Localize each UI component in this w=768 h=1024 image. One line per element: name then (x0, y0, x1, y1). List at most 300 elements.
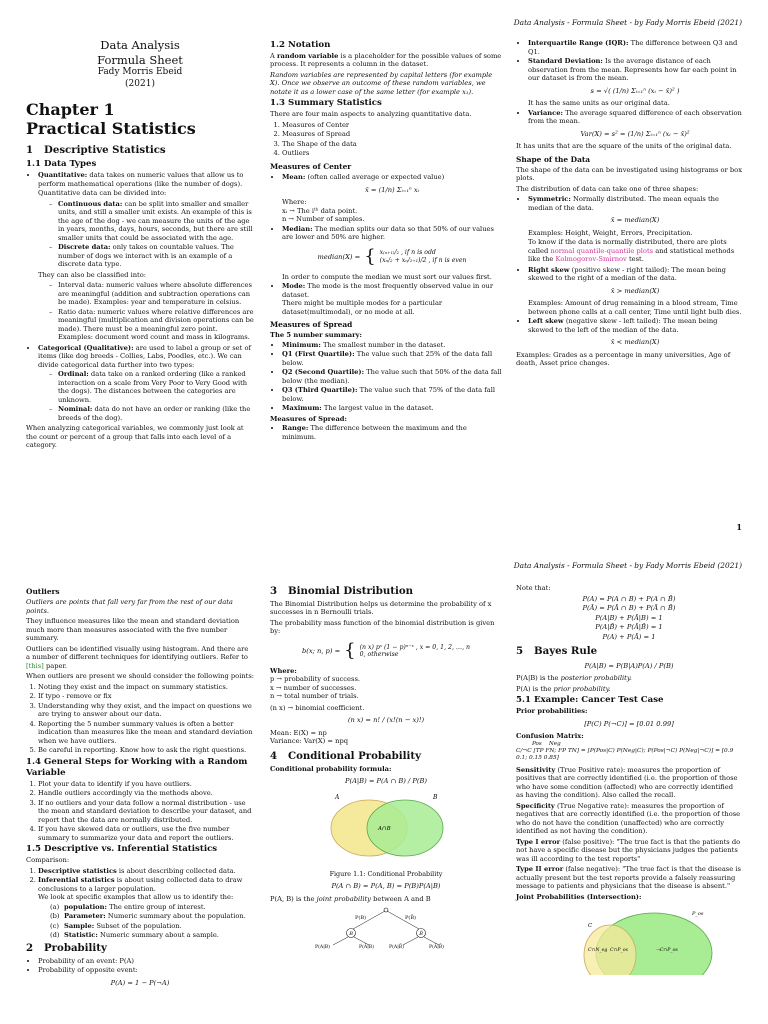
page-number: 1 (736, 522, 742, 532)
term-label: Interquartile Range (IQR): (528, 39, 629, 47)
list-item (58, 405, 254, 422)
section-heading (270, 750, 502, 763)
term-text: The mode is the most frequently observed value in our dataset. (282, 282, 494, 299)
where-label: Where: (282, 198, 307, 207)
paragraph-heading: Prior probabilities: (516, 707, 588, 716)
identity-equation: P(Ā) = P(Ā ∩ B) + P(Ā ∩ B̄) (582, 604, 676, 612)
paragraph-heading: Measures of Spread: (270, 414, 347, 423)
paragraph-heading: Outliers (26, 587, 60, 596)
mean-equation: x̄ = (1/n) Σᵢ₌₁ⁿ xᵢ (364, 185, 420, 194)
list-item (38, 344, 254, 423)
term-label: Nominal: (58, 405, 93, 414)
identity-equation: P(A) = P(A ∩ B) + P(A ∩ B̄) (582, 594, 676, 603)
term-text: only takes on countable values. The number of dogs we interact with is an example of a discrete data type. (58, 243, 234, 269)
term-text: (negative skew - left tailed): The mean being skewed to the left of the median of the data. (528, 317, 718, 334)
venn-label-notc-pos: ¬C∩P_os (656, 948, 678, 954)
prior-eq-right: = [0.01 0.99] (628, 719, 674, 728)
subsection-heading (270, 98, 502, 109)
term-label: Type I error (516, 837, 561, 846)
sub-list (38, 200, 254, 269)
term-text: The smallest number in the dataset. (322, 340, 446, 349)
section-heading (270, 585, 502, 598)
paragraph: It has units that are the square of the units of the original data. (516, 142, 732, 150)
prior-eq-left: [P(C) P(¬C)] (584, 719, 627, 728)
list-item: 4. If you have skewed data or outliers, use the five number summary to summarize your data and report the outliers. (38, 825, 254, 842)
term-text: posterior probability. (560, 674, 632, 683)
term-text: Is the average distance of each observation from the mean. Represents how far each point in our dataset is from the mean. (528, 57, 737, 82)
list-item: 3. The Shape of the data (282, 140, 502, 149)
paragraph-heading: Joint Probabilities (Intersection): (516, 892, 642, 901)
term-text: The value such that 50% of the data fall below (the median). (282, 368, 502, 385)
subsection-heading (26, 159, 254, 170)
list-item (38, 876, 254, 940)
paragraph: Outliers are points that fall very far from the rest of our data points. (26, 598, 233, 615)
paragraph: The Binomial Distribution helps us determine the probability of x successes in n Bernoulli trials. (270, 599, 492, 617)
page2-column-3 (516, 583, 742, 982)
text: To know if the data is normally distributed, there are plots called (528, 238, 727, 255)
list-item: 1. Plot your data to identify if you have outliers. (38, 780, 254, 789)
term-text: (often called average or expected value) (307, 173, 445, 182)
list-item (58, 370, 254, 404)
identity-equation: P(A|B̄) + P(Ā|B̄) = 1 (595, 623, 663, 631)
paragraph (270, 52, 502, 69)
section-heading (516, 645, 742, 658)
term-text: data do not have an order or ranking (like the breeds of the dog). (58, 405, 251, 422)
confusion-header (516, 741, 742, 748)
paragraph-heading: Measures of Center (270, 161, 352, 171)
median-case-even: (xₙ/₂ + xₙ/₂₊₁)/2 , if n is even (379, 257, 467, 265)
paragraph: Note that: (516, 584, 551, 592)
subsection-number: 1.4 (26, 756, 41, 767)
list-item (38, 867, 254, 876)
conditional-equation: P(A|B) = P(A ∩ B) / P(B) (344, 777, 428, 786)
list-item (282, 282, 502, 316)
sub-list (38, 370, 254, 422)
item-label: (c) (50, 921, 59, 930)
section-title: Descriptive Statistics (44, 144, 166, 157)
venn-label-a: A (335, 793, 340, 801)
where-item: x → number of successes. (270, 683, 357, 692)
venn-label-c: C (588, 923, 593, 930)
term-text: (True Positive rate): measures the proportion of positives that are correctly identified (i.e. the proportion of those who have some condition (affected) who are correctly identified as having the condition). Also called the recall. (516, 765, 738, 800)
paragraph (26, 645, 254, 671)
term-text: The difference between the maximum and the minimum. (282, 424, 467, 441)
term-text: The average squared difference of each observation from the mean. (528, 108, 742, 125)
left-skew-equation: x̄ < median(X) (610, 338, 660, 347)
term-label: Q1 (First Quartile): (282, 350, 355, 359)
list-item (528, 39, 742, 56)
binomial-eq-label: b(x; n, p) = (301, 647, 341, 656)
paragraph (270, 895, 502, 904)
list-item (50, 922, 254, 931)
term-label: Categorical (Qualitative): (38, 343, 134, 352)
term-text: The value such that 75% of the data fall below. (282, 386, 495, 403)
subsection-heading (26, 844, 254, 855)
header-year: (2021) (717, 18, 742, 27)
list-item (528, 109, 742, 139)
subsection-title: Example: Cancer Test Case (534, 695, 664, 706)
venn-label-c-neg: C∩N_eg (588, 948, 608, 954)
paragraph (516, 766, 742, 800)
probability-tree (311, 907, 461, 949)
section-title: Bayes Rule (534, 645, 598, 657)
paragraph: They can also be classified into: (38, 270, 146, 279)
tree-node-b-label: B (349, 931, 353, 938)
term-text: The value such that 25% of the data fall below. (282, 350, 493, 367)
shape-list (516, 195, 742, 347)
paragraph: There are four main aspects to analyzing quantitative data. (270, 110, 472, 119)
list-item: 3. Understanding why they exist, and the impact on questions we are trying to answer about our data. (38, 702, 254, 719)
binomial-equation (270, 640, 502, 663)
section-heading (26, 942, 254, 955)
probability-list (26, 957, 254, 975)
list-item: 2. Measures of Spread (282, 130, 502, 139)
term-text: The entire group of interest. (109, 902, 206, 911)
page-separator (0, 548, 768, 559)
subsection-title: Data Types (44, 159, 97, 170)
paragraph (516, 802, 742, 836)
tree-label-pnb: P(B̄) (405, 915, 416, 922)
paragraph: Comparison: (26, 856, 70, 865)
list-item (282, 368, 502, 385)
paragraph (516, 685, 742, 694)
term-label: Parameter: (64, 912, 106, 921)
list-item: 1. Measures of Center (282, 121, 502, 130)
paragraph: The distribution of data can take one of three shapes: (516, 184, 699, 193)
term-text: data take on a ranked ordering (like a ranked interaction on a scale from Very Poor to Very Good with the dogs). The distances between the categories are unknown. (58, 370, 248, 404)
term-label: Descriptive statistics (38, 866, 117, 875)
paragraph: Examples: Amount of drug remaining in a blood stream, Time between phone calls at a call center, Time until light bulb dies. (528, 299, 742, 316)
bayes-equation: P(A|B) = P(B|A)P(A) / P(B) (584, 661, 674, 670)
paragraph-heading: The 5 number summary: (270, 331, 362, 340)
comparison-list (26, 867, 254, 940)
section-number: 1 (26, 144, 34, 157)
term-text: (True Negative rate): measures the proportion of negatives that are correctly identified (i.e. the proportion of those who do not have the condition (unaffected) who are correctly identified as not having the condition). (516, 801, 741, 836)
paragraph: When outliers are present we should consider the following points: (26, 672, 255, 681)
list-item (282, 386, 502, 403)
term-label: Type II error (516, 865, 564, 874)
section-number: 5 (516, 645, 524, 657)
center-list (270, 173, 502, 316)
paragraph-heading: Conditional probability formula: (270, 764, 392, 773)
paragraph: Quantitative data can be divided into: (38, 189, 167, 198)
where-item: p → probability of success. (270, 675, 361, 684)
binomial-mean: Mean: E(X) = np (270, 728, 327, 737)
chapter-heading (26, 100, 254, 138)
sd-equation: s = √( (1/n) Σᵢ₌₁ⁿ (xᵢ − x̄)² ) (590, 86, 680, 95)
joint-equation: P(A ∩ B) = P(A, B) = P(B)P(A|B) (331, 882, 441, 891)
subsection-title: Notation (288, 40, 331, 50)
list-item (58, 243, 254, 269)
confusion-row: C (516, 747, 521, 754)
list-item (58, 200, 254, 243)
list-item (528, 317, 742, 347)
paragraph (516, 865, 742, 891)
text: A (270, 51, 275, 60)
section-title: Probability (44, 941, 107, 954)
term-label: Sensitivity (516, 765, 556, 774)
term-label: Right skew (528, 265, 570, 274)
confusion-col: Neg (548, 740, 561, 747)
joint-venn-diagram (544, 905, 714, 975)
term-label: Statistic: (64, 931, 98, 940)
binomial-case-1: (n x) pˣ (1 − p)ⁿ⁻ˣ , x = 0, 1, 2, …, n (359, 643, 471, 651)
venn-label-b: B (433, 793, 438, 801)
text: P(A) is the (516, 684, 552, 693)
paragraph: Random variables are represented by capital letters (for example X). Once we observe an outcome of these random variables, we notate it as a lower case of the same letter (for example x₁). (270, 70, 493, 96)
venn-label-intersection: A∩B (378, 825, 391, 832)
list-item: 4. Outliers (282, 149, 502, 158)
term-label: Median: (282, 224, 313, 233)
subsection-heading (516, 695, 742, 706)
text: test. (628, 255, 644, 264)
doc-year: (2021) (125, 78, 155, 89)
subsection-title: Descriptive vs. Inferential Statistics (44, 844, 218, 855)
qq-plot-link[interactable]: normal quantile-quantile plots (550, 246, 654, 255)
term-label: random variable (276, 51, 339, 60)
term-label: Ordinal: (58, 370, 89, 379)
running-header (514, 18, 742, 27)
page2-column-2 (270, 583, 502, 956)
list-item (528, 57, 742, 108)
paragraph: There might be multiple modes for a particular dataset(multimodal), or no mode at all. (282, 299, 443, 316)
where-label: Where: (270, 666, 297, 675)
list-item (282, 404, 502, 413)
aspects-list (270, 121, 502, 158)
list-item (50, 931, 254, 940)
general-steps-list (26, 780, 254, 843)
ks-test-link[interactable]: Kolmogorov-Smirnov (555, 255, 627, 264)
list-item: 1. Noting they exist and the impact on summary statistics. (38, 683, 254, 692)
list-item: 4. Reporting the 5 number summary values is often a better indication than measures like the mean and standard deviation when we have outliers. (38, 720, 254, 746)
doc-title-line1: Data Analysis (100, 38, 180, 52)
venn-label-c-pos: C∩P_os (610, 948, 628, 954)
confusion-row: ¬C (522, 747, 532, 754)
figure-caption: Figure 1.1: Conditional Probability (329, 870, 443, 879)
text: paper. (45, 661, 68, 670)
complement-equation: P(A) = 1 − P(¬A) (110, 978, 170, 987)
median-eq-label: median(X) = (317, 252, 361, 261)
where-item: n → Number of samples. (282, 215, 365, 224)
doc-author: Fady Morris Ebeid (97, 67, 183, 78)
term-text: Numeric summary about the population. (107, 912, 246, 921)
text: is a placeholder for the possible values of some process. It represents a column in the dataset. (270, 51, 502, 69)
median-equation (282, 246, 502, 269)
text: between A and B (373, 894, 431, 903)
term-text: (positive skew - right tailed): The mean being skewed to the right of a median of the data. (528, 265, 726, 283)
joint-venn-figure (516, 905, 742, 978)
term-text: The difference between Q3 and Q1. (528, 39, 738, 56)
binomial-variance: Variance: Var(X) = npq (270, 737, 349, 746)
item-label: (d) (50, 931, 60, 940)
venn-diagram (321, 790, 451, 864)
paragraph-heading: Shape of the Data (516, 154, 591, 164)
term-text: are used to label a group or set of items (like dog breeds - Collies, Labs, Poodles, etc.). We can divide categorical data further into two types: (38, 343, 251, 369)
paragraph: The probability mass function of the binomial distribution is given by: (270, 618, 495, 636)
tree-leaf-label: P(Ā|B) (359, 945, 374, 950)
term-label: Mode: (282, 282, 306, 291)
identity-equation: P(A|B) + P(Ā|B) = 1 (595, 613, 663, 622)
subsection-number: 1.1 (26, 159, 41, 170)
term-label: Standard Deviation: (528, 57, 603, 65)
venn-label-pos: P_os (692, 911, 704, 918)
brace-icon: { (344, 639, 356, 661)
where-item: (n x) → binomial coefficient. (270, 703, 365, 712)
list-item (282, 341, 502, 350)
term-text: can be split into smaller and smaller units, and still a smaller unit exists. An example of this is the age of the dog - we can measure the units of the age in years, months, days, hours, seconds, but there are still smaller units that could be associated with the age. (58, 199, 253, 242)
list-item (282, 173, 502, 224)
subsection-title: Summary Statistics (288, 98, 382, 109)
paragraph: Examples: Grades as a percentage in many universities, Age of death, Asset price changes. (516, 350, 731, 368)
page1-column-2 (270, 38, 502, 443)
five-number-list (270, 341, 502, 413)
paragraph: In order to compute the median we must sort our values first. (282, 272, 492, 281)
running-header (514, 561, 742, 570)
term-label: population: (64, 902, 107, 911)
term-label: Inferential statistics (38, 876, 115, 885)
brace-icon: { (364, 245, 376, 267)
subsection-number: 1.3 (270, 98, 285, 109)
where-item: n → total number of trials. (270, 692, 359, 701)
term-text: data takes on numeric values that allow us to perform mathematical operations (like the number of dogs). (38, 171, 244, 188)
paragraph (528, 238, 742, 264)
header-year: (2021) (717, 561, 742, 570)
paragraph: We look at specific examples that allow us to identify the: (38, 893, 234, 902)
spread-list-cont (516, 39, 742, 138)
term-label: Discrete data: (58, 243, 111, 252)
symmetric-equation: x̄ = median(X) (610, 216, 660, 225)
section-heading (26, 144, 254, 157)
term-label: Sample: (64, 921, 95, 930)
header-author: Fady Morris Ebeid (645, 561, 716, 570)
identity-equation: P(A) + P(Ā) = 1 (602, 632, 656, 641)
list-item: 2. If typo - remove or fix (38, 692, 254, 701)
tree-node-nb-label: B̄ (419, 931, 423, 938)
paragraph: The shape of the data can be investigated using histograms or box plots. (516, 165, 742, 183)
list-item: – Interval data: numeric values where absolute differences are meaningful (addition and subtraction operations can be made). Examples: year and temperature in celsius. (58, 281, 254, 307)
doc-title-line2: Formula Sheet (97, 52, 183, 67)
page2-column-1 (26, 583, 254, 991)
subsection-number: 5.1 (516, 695, 531, 706)
page-2 (0, 559, 768, 1024)
term-label: Q3 (Third Quartile): (282, 386, 358, 395)
paragraph-heading: Confusion Matrix: (516, 732, 584, 741)
paragraph: They influence measures like the mean and standard deviation much more than measures associated with the five number summary. (26, 617, 240, 643)
paragraph: When analyzing categorical variables, we commonly just look at the count or percent of a group that falls into each level of a category. (26, 424, 244, 450)
text: Outliers can be identified visually using histogram. And there are a number of different techniques for identifying outliers. Refer to (26, 644, 249, 662)
list-item: – Ratio data: numeric values where relative differences are meaningful (multiplication and division operations can be made). There must be a meaningful zero point. Examples: document word count and mass in kilograms. (58, 308, 254, 342)
term-label: Specificity (516, 801, 555, 810)
outlier-paper-link[interactable]: [this] (26, 661, 44, 670)
spread-list (270, 424, 502, 441)
term-label: Q2 (Second Quartile): (282, 368, 365, 377)
term-label: Range: (282, 424, 309, 433)
list-item (282, 350, 502, 367)
term-text: (false positive): "The true fact is that the patients do not have a specific disease but the physicians judges the patients was ill according to the test reports" (516, 837, 741, 863)
subsection-heading (270, 40, 502, 51)
term-text: Subset of the population. (96, 921, 182, 930)
venn-figure (270, 790, 502, 867)
term-text: Numeric summary about a sample. (99, 931, 219, 940)
term-label: Maximum: (282, 404, 322, 413)
list-item (50, 912, 254, 921)
paragraph-heading: Measures of Spread (270, 320, 353, 330)
list-item: 5. Be careful in reporting. Know how to ask the right questions. (38, 746, 254, 755)
term-text: is about using collected data to draw conclusions to a larger population. (38, 876, 243, 893)
list-item (282, 424, 502, 441)
text: P(A|B) is the (516, 674, 559, 683)
header-prefix: Data Analysis - Formula Sheet - by (513, 561, 644, 570)
section-number: 4 (270, 749, 278, 762)
list-item (528, 266, 742, 317)
binomial-coefficient-equation: (n x) = n! / (x!(n − x)!) (347, 716, 425, 725)
alpha-list (38, 903, 254, 940)
paragraph (516, 838, 742, 864)
term-label: Quantitative: (38, 171, 88, 180)
header-prefix: Data Analysis - Formula Sheet - by (513, 18, 644, 27)
section-number: 2 (26, 941, 34, 954)
item-label: (b) (50, 912, 60, 921)
section-title: Conditional Probability (288, 749, 422, 762)
term-label: Left skew (528, 317, 564, 326)
confusion-matrix: C/¬C [TP FN; FP TN] = [P(Pos|C) P(Neg|C); P(Pos|¬C) P(Neg|¬C)] = [0.9 0.1; 0.15 0.85] (516, 747, 734, 762)
list-item (50, 903, 254, 912)
subsection-number: 1.5 (26, 844, 41, 855)
title-block (26, 38, 254, 90)
variance-equation: Var(X) = s² = (1/n) Σᵢ₌₁ⁿ (xᵢ − x̄)² (580, 129, 690, 138)
median-case-odd: x₍ₙ₊₁₎/₂ , if n is odd (379, 249, 436, 257)
text: P(A, B) is the (270, 894, 315, 903)
list-item (528, 195, 742, 264)
paragraph: Examples: Height, Weight, Errors, Precipitation. (528, 228, 693, 237)
term-label: Symmetric: (528, 195, 571, 204)
tree-leaf-label: P(Ā|B̄) (429, 945, 444, 950)
paragraph (516, 674, 742, 683)
subsection-title: General Steps for Working with a Random Variable (26, 756, 248, 778)
term-label: Mean: (282, 173, 306, 182)
page1-column-3 (516, 38, 742, 370)
text: and statistical methods like the (528, 246, 735, 264)
item-label: (a) (50, 902, 60, 911)
list-item: • Probability of opposite event: (38, 966, 254, 975)
list-item: 2. Handle outliers accordingly via the methods above. (38, 789, 254, 798)
right-skew-equation: x̄ > median(X) (610, 286, 660, 295)
tree-leaf-label: P(A|B) (315, 945, 330, 950)
binomial-case-2: 0, otherwise (359, 651, 399, 659)
sub-list (38, 281, 254, 342)
chapter-number: Chapter 1 (26, 100, 115, 120)
term-label: Variance: (528, 108, 563, 117)
confusion-col: Pos (532, 740, 542, 747)
subsection-heading (26, 757, 254, 779)
term-text: The largest value in the dataset. (323, 404, 434, 413)
term-text: prior probability. (553, 684, 611, 693)
prior-equation (516, 720, 742, 729)
where-item: xᵢ → The iᵗʰ data point. (282, 206, 358, 215)
term-text: is about describing collected data. (118, 866, 236, 875)
confusion-equation: [TP FN; FP TN] = [P(Pos|C) P(Neg|C); P(Pos|¬C) P(Neg|¬C)] = [0.9 0.1; 0.15 0.85] (516, 747, 734, 762)
tree-leaf-label: P(A|B̄) (389, 945, 404, 950)
tree-label-pb: P(B) (355, 915, 366, 922)
term-text: The median splits our data so that 50% of our values are lower and 50% are higher. (282, 224, 494, 242)
term-label: Continuous data: (58, 199, 123, 208)
list-item: • Probability of an event: P(A) (38, 957, 254, 966)
paragraph: It has the same units as our original data. (528, 99, 670, 107)
chapter-title: Practical Statistics (26, 119, 196, 139)
term-text: (false negative): "The true fact is that the disease is actually present but the test reports provide a falsely reassuring message to patients and physicians that the disease is absent." (516, 865, 741, 891)
outlier-steps-list (26, 683, 254, 755)
section-title: Binomial Distribution (288, 585, 414, 597)
